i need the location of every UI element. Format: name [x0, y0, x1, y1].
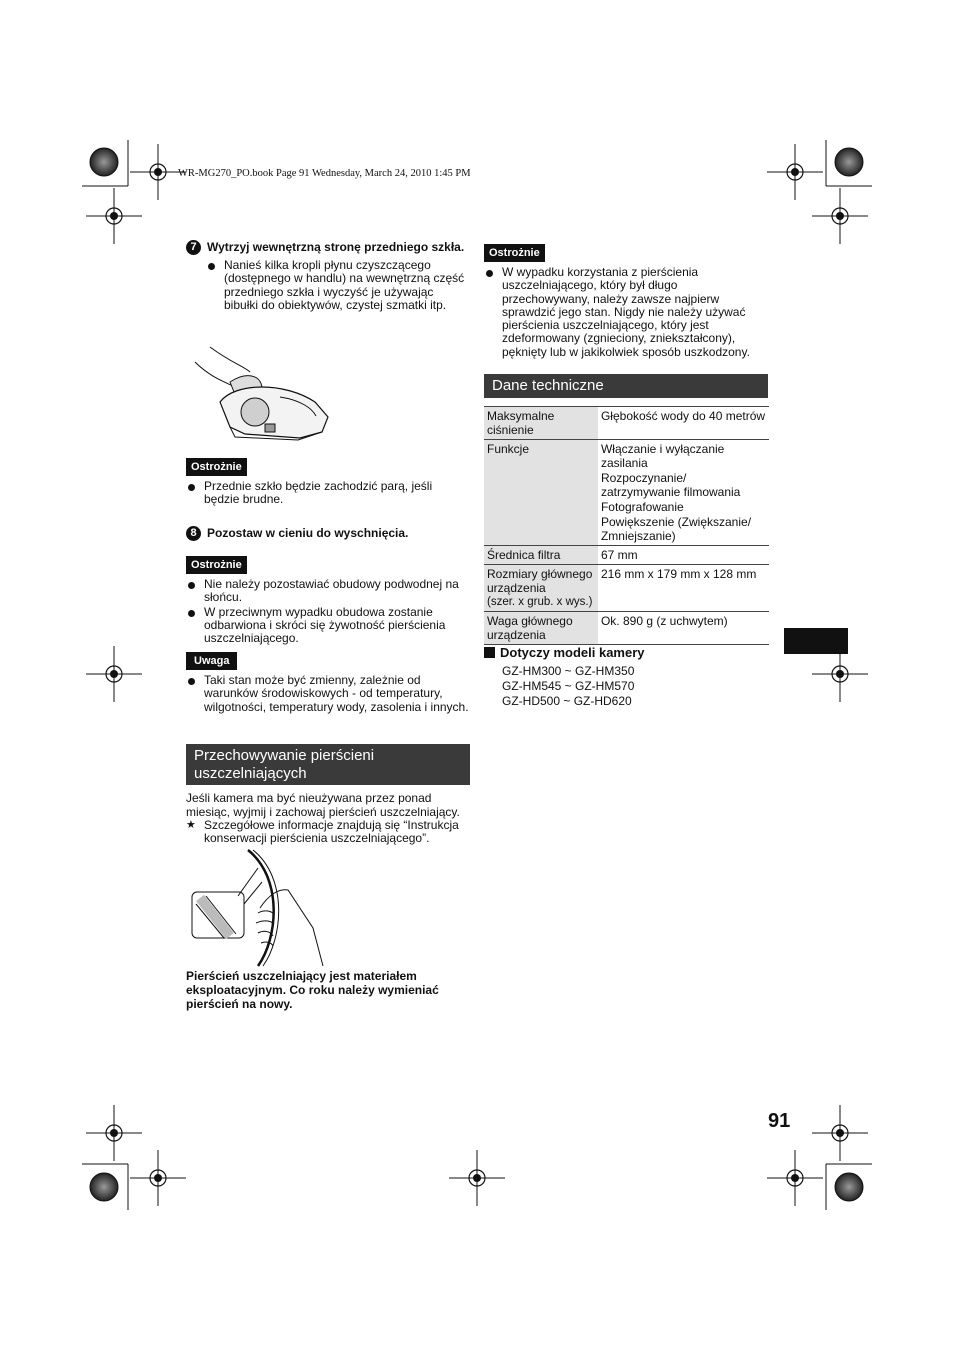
spec-value [598, 440, 769, 546]
caution-3 [484, 243, 768, 360]
spec-key: Średnica filtra [484, 546, 598, 565]
storage-warning [186, 969, 476, 1011]
heading-line: uszczelniających [194, 765, 307, 782]
step-7 [186, 240, 470, 313]
spec-value: 216 mm x 179 mm x 128 mm [600, 567, 757, 581]
side-tab [784, 628, 848, 654]
spec-value-line: Fotografowanie [600, 500, 684, 514]
spec-key: Maksymalne ciśnienie [484, 407, 598, 440]
caution-2 [186, 555, 470, 646]
step-8 [186, 526, 470, 541]
caution-label: Ostrożnie [186, 556, 247, 574]
heading-line: Przechowywanie pierścieni [194, 747, 375, 764]
storage-section-heading [186, 744, 470, 785]
page-number: 91 [768, 1110, 791, 1132]
cleaning-glass-illustration [190, 342, 335, 442]
table-row [484, 612, 769, 645]
registration-mark-icon [86, 646, 142, 702]
step-title: Pozostaw w cieniu do wyschnięcia. [207, 526, 409, 540]
warning-line: eksploatacyjnym. Co roku należy wymieniać [186, 983, 439, 997]
list-item: ★ Szczegółowe informacje znajdują się “Instrukcja konserwacji pierścienia uszczelniającego”. [186, 819, 472, 846]
model-line: GZ-HM545 ~ GZ-HM570 [502, 679, 635, 693]
spec-value-line: Powiększenie (Zwiększanie/ Zmniejszanie) [600, 515, 752, 543]
table-row [484, 546, 769, 565]
file-info-header: WR-MG270_PO.book Page 91 Wednesday, March 24, 2010 1:45 PM [178, 168, 471, 179]
list-item: Przednie szkło będzie zachodzić parą, jeśli będzie brudne. [186, 480, 470, 507]
caution-label: Ostrożnie [186, 458, 247, 476]
registration-mark-icon [86, 188, 142, 244]
specs-section-heading: Dane techniczne [484, 374, 768, 398]
list-item: Nanieś kilka kropli płynu czyszczącego (dostępnego w handlu) na wewnętrzną część przedniego szkła i wyczyść je używając bibułki do obiektywów, czystej szmatki itp. [206, 259, 470, 312]
model-line: GZ-HD500 ~ GZ-HD620 [502, 694, 632, 708]
storage-note [186, 819, 472, 847]
model-line: GZ-HM300 ~ GZ-HM350 [502, 664, 635, 678]
table-row [484, 565, 769, 612]
table-row [484, 440, 769, 546]
color-wheel-icon [835, 1173, 863, 1201]
caution-1 [186, 457, 470, 508]
spec-key-sub: (szer. x grub. x wys.) [487, 596, 593, 608]
square-bullet-icon [484, 647, 495, 658]
registration-mark-icon [812, 646, 868, 702]
spec-key [484, 565, 598, 612]
note [186, 651, 470, 715]
spec-value-line: Włączanie i wyłączanie zasilania [600, 442, 725, 470]
registration-mark-icon [812, 1105, 868, 1161]
color-wheel-icon [90, 148, 118, 176]
list-item: Taki stan może być zmienny, zależnie od warunków środowiskowych - od temperatury, wilgotności, temperatury wody, zasolenia i innych. [186, 674, 470, 714]
spec-value: 67 mm [600, 548, 638, 562]
registration-mark-icon [767, 1150, 823, 1206]
step-number-badge: 7 [186, 240, 201, 255]
spec-value: Ok. 890 g (z uchwytem) [600, 614, 728, 628]
step-title: Wytrzyj wewnętrzną stronę przedniego szkła. [207, 240, 465, 254]
seal-ring-illustration [188, 848, 330, 970]
note-label: Uwaga [186, 652, 237, 670]
warning-line: pierścień na nowy. [186, 997, 293, 1011]
color-wheel-icon [835, 148, 863, 176]
registration-mark-icon [767, 144, 823, 200]
spec-key: Funkcje [484, 440, 598, 546]
warning-line: Pierścień uszczelniający jest materiałem [186, 969, 417, 983]
spec-value-line: Rozpoczynanie/ zatrzymywanie filmowania [600, 471, 741, 499]
models-title: Dotyczy modeli kamery [500, 645, 645, 660]
specs-table [484, 406, 769, 645]
registration-mark-icon [86, 1105, 142, 1161]
color-wheel-icon [90, 1173, 118, 1201]
registration-mark-icon [449, 1150, 505, 1206]
spec-value: Głębokość wody do 40 metrów [600, 409, 766, 423]
table-row [484, 407, 769, 440]
models-section [484, 645, 768, 709]
list-item: W przeciwnym wypadku obudowa zostanie odbarwiona i skróci się żywotność pierścienia uszczelniającego. [186, 606, 470, 646]
registration-mark-icon [130, 1150, 186, 1206]
list-item: Nie należy pozostawiać obudowy podwodnej na słońcu. [186, 578, 470, 605]
list-item: W wypadku korzystania z pierścienia uszczelniającego, który był długo przechowywany, należy zawsze najpierw sprawdzić jego stan. Nigdy nie należy używać pierścienia uszczelniającego, który jest zdeformowany (zgnieciony, zniekształcony), pęknięty lub w jakikolwiek sposób uszkodzony. [484, 266, 768, 359]
spec-key-line: Rozmiary głównego urządzenia [487, 567, 593, 595]
registration-mark-icon [812, 188, 868, 244]
caution-label: Ostrożnie [484, 244, 545, 262]
step-number-badge: 8 [186, 526, 201, 541]
storage-text: Jeśli kamera ma być nieużywana przez ponad miesiąc, wyjmij i zachowaj pierścień uszczelniający. [186, 791, 460, 819]
spec-key: Waga głównego urządzenia [484, 612, 598, 645]
